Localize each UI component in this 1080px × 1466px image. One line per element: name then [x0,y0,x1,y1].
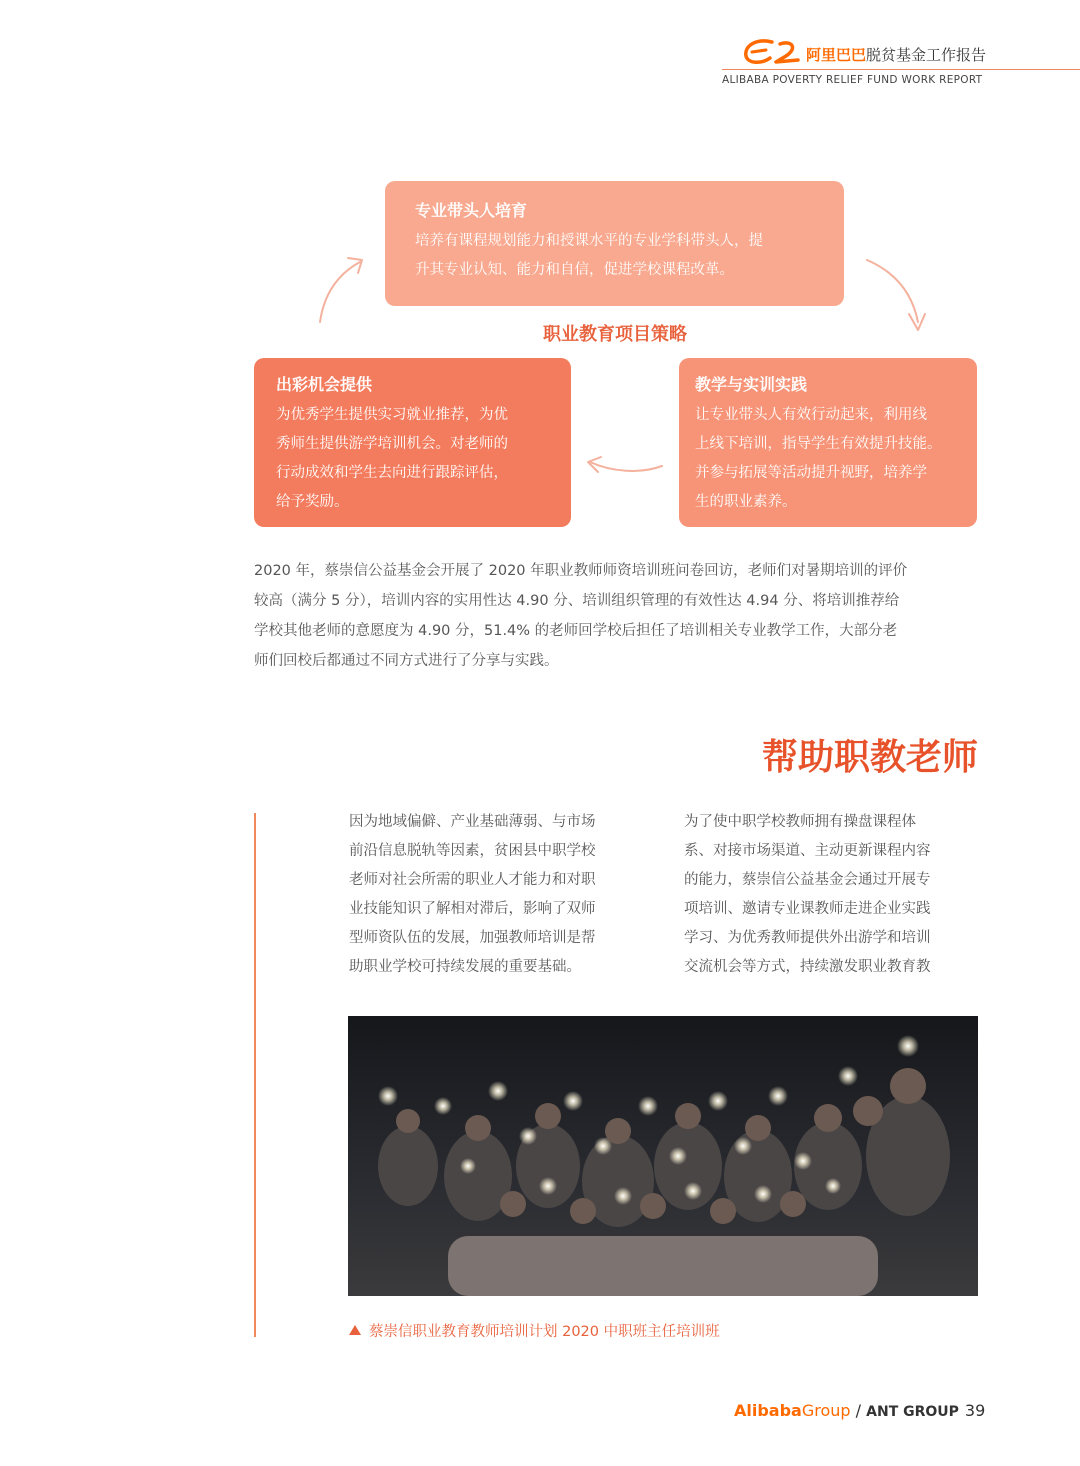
column-line: 项培训、邀请专业课教师走进企业实践 [684,901,931,917]
column-line: 的能力，蔡崇信公益基金会通过开展专 [684,872,931,888]
section-column-left [349,808,645,982]
box-title: 专业带头人培育 [415,201,528,220]
footer-alibaba: Alibaba [734,1401,802,1420]
box-line: 培养有课程规划能力和授课水平的专业学科带头人，提 [415,233,763,249]
box-line: 升其专业认知、能力和自信，促进学校课程改革。 [415,262,734,278]
column-line: 业技能知识了解相对滞后，影响了双师 [349,901,596,917]
column-line: 助职业学校可持续发展的重要基础。 [349,959,581,975]
section-accent-line [254,813,256,1337]
column-line: 学习、为优秀教师提供外出游学和培训 [684,930,931,946]
group-photo [348,1016,978,1296]
group-photo-illustration [348,1016,978,1296]
caption-text: 蔡崇信职业教育教师培训计划 2020 中职班主任培训班 [369,1324,720,1340]
photo-caption [349,1320,720,1341]
column-line: 老师对社会所需的职业人才能力和对职 [349,872,596,888]
report-subtitle: ALIBABA POVERTY RELIEF FUND WORK REPORT [722,74,983,86]
paragraph-line: 学校其他老师的意愿度为 4.90 分，51.4% 的老师回学校后担任了培训相关专业教学工作，大部分老 [254,623,898,639]
box-line: 上线下培训，指导学生有效提升技能。 [695,436,942,452]
column-line: 为了使中职学校教师拥有操盘课程体 [684,814,916,830]
box-line: 行动成效和学生去向进行跟踪评估， [276,465,508,481]
caption-triangle-icon [349,1325,361,1335]
report-title-rest: 脱贫基金工作报告 [866,46,987,64]
cycle-arrows [0,0,1080,560]
survey-paragraph [254,556,978,676]
box-line: 让专业带头人有效行动起来，利用线 [695,407,927,423]
section-title: 帮助职教老师 [761,737,978,778]
arrow-right-to-left [590,462,662,471]
report-brand: 阿里巴巴 [806,46,867,64]
page-number: 39 [964,1401,986,1420]
box-line: 给予奖励。 [276,494,349,510]
box-line: 为优秀学生提供实习就业推荐，为优 [276,407,508,423]
box-title: 教学与实训实践 [695,375,808,394]
box-line: 生的职业素养。 [695,494,797,510]
arrow-left-to-top [320,262,360,322]
section-column-right [684,808,978,982]
column-line: 系、对接市场渠道、主动更新课程内容 [684,843,931,859]
page-footer [734,1401,985,1420]
column-line: 型师资队伍的发展，加强教师培训是帮 [349,930,596,946]
footer-ant-group: ANT GROUP [866,1404,959,1420]
diagram-title: 职业教育项目策略 [543,324,687,345]
paragraph-line: 较高（满分 5 分），培训内容的实用性达 4.90 分、培训组织管理的有效性达 4.94 分、将培训推荐给 [254,593,900,609]
column-line: 交流机会等方式，持续激发职业教育教 [684,959,931,975]
footer-separator: / [850,1401,867,1420]
box-line: 秀师生提供游学培训机会。对老师的 [276,436,508,452]
footer-group: Group [801,1401,851,1420]
column-line: 前沿信息脱轨等因素，贫困县中职学校 [349,843,596,859]
arrow-top-to-right [867,260,918,322]
paragraph-line: 师们回校后都通过不同方式进行了分享与实践。 [254,653,559,669]
box-line: 并参与拓展等活动提升视野，培养学 [695,465,927,481]
paragraph-line: 2020 年，蔡崇信公益基金会开展了 2020 年职业教师师资培训班问卷回访，老师们对暑期培训的评价 [254,563,908,579]
column-line: 因为地域偏僻、产业基础薄弱、与市场 [349,814,596,830]
box-title: 出彩机会提供 [276,375,373,394]
